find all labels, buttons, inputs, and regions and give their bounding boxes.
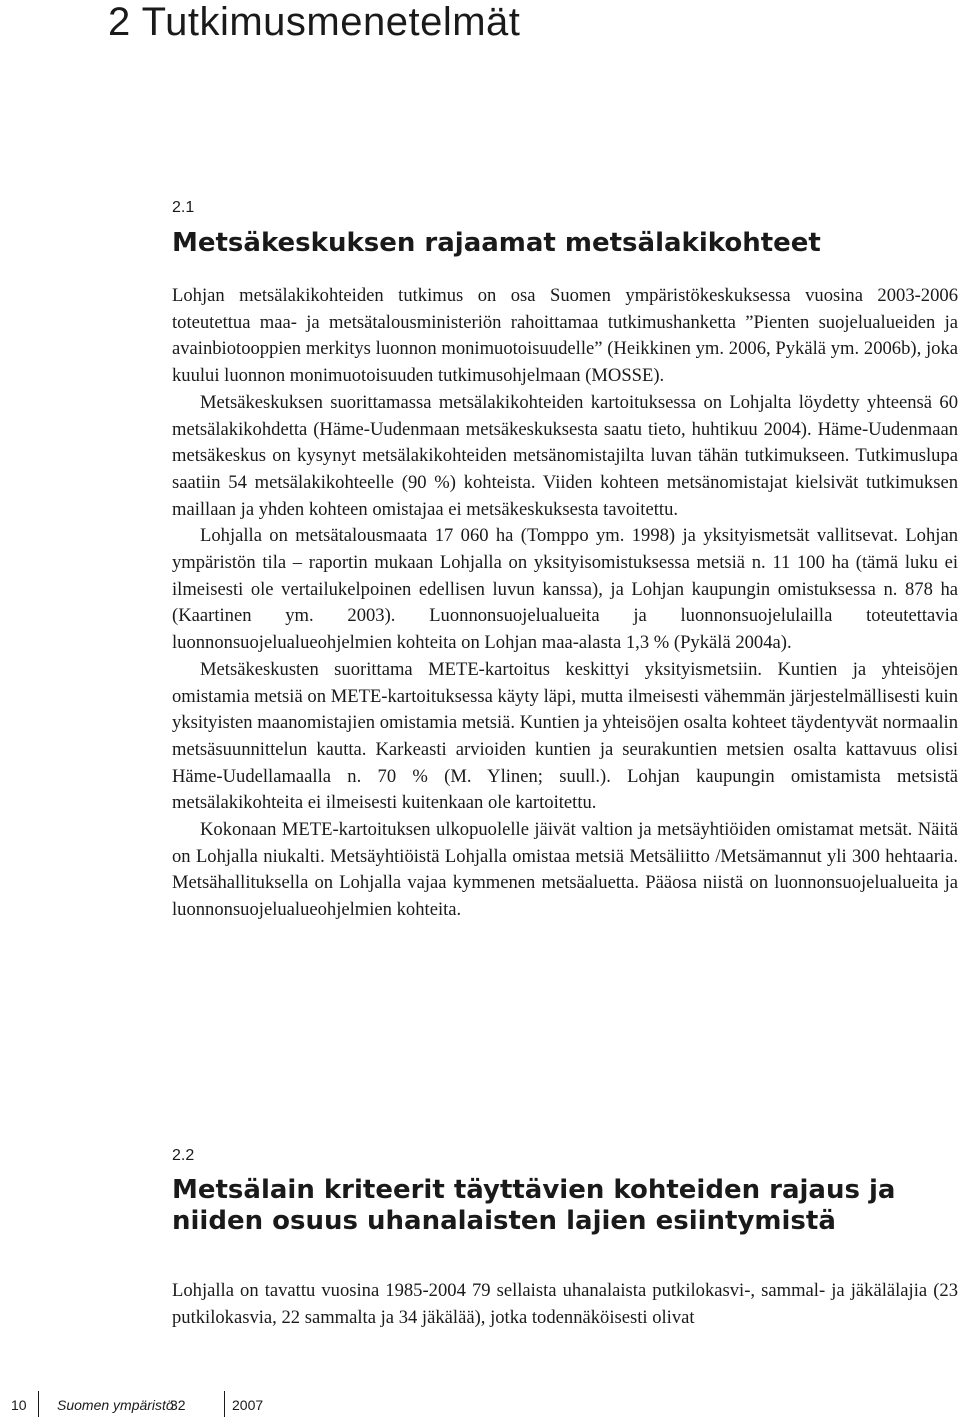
paragraph-4: Metsäkeskusten suorittama METE-kartoitus keskittyi yksityismetsiin. Kuntien ja yhteisöjen omistamia metsiä on METE-kartoituksessa käyty läpi, mutta ilmeisesti vähemmän järjestelmällisesti kuin yksityisten maanomistajien omistamia metsiä. Kuntien ja yhteisöjen osalta kohteet täydentyvät normaalin metsäsuunnittelun kautta. Karkeasti arvioiden kuntien ja seurakuntien metsien osalta kattavuus olisi Häme-Uudellamaalla n. 70 % (M. Ylinen; suull.). Lohjan kaupungin omistamista metsistä metsälakikohteita ei ilmeisesti kuitenkaan ole kartoitettu.	[172, 658, 958, 814]
footer-divider	[38, 1391, 39, 1417]
chapter-title: 2 Tutkimusmenetelmät	[108, 0, 521, 44]
publication-name: Suomen ympäristö	[57, 1397, 174, 1413]
paragraph-6: Lohjalla on tavattu vuosina 1985-2004 79 sellaista uhanalaista putkilokasvi-, sammal- ja jäkälälajia (23 putkilokasvia, 22 sammalta ja 34 jäkälää), jotka todennäköisesti olivat	[172, 1280, 958, 1328]
paragraph-3: Lohjalla on metsätalousmaata 17 060 ha (Tomppo ym. 1998) ja yksityismetsät vallitsevat. Lohjan ympäristön tila – raportin mukaan Lohjalla on yksityisomistuksessa metsiä n. 11 100 ha (tämä luku ei ilmeisesti ole vertailukelpoinen edellisen luvun kanssa), ja Lohjan kaupungin omistuksessa n. 878 ha (Kaartinen ym. 2003). Luonnonsuojelualueita ja luonnonsuojelulailla toteutettavia luonnonsuojelualueohjelmien kohteita on Lohjan maa-alasta 1,3 % (Pykälä 2004a).	[172, 525, 958, 654]
page-number: 10	[11, 1397, 27, 1413]
paragraph-5: Kokonaan METE-kartoituksen ulkopuolelle jäivät valtion ja metsäyhtiöiden omistamat metsät. Näitä on Lohjalla niukalti. Metsäyhtiöistä Lohjalla omistaa metsiä Metsäliitto /Metsämannut yli 300 hehtaaria. Metsähallituksella on Lohjalla vajaa kymmenen metsäaluetta. Pääosa niistä on luonnonsuojelualueita ja luonnonsuojelualueohjelmien kohteita.	[172, 819, 958, 921]
issue-number: 32	[170, 1397, 186, 1413]
footer-divider-2	[224, 1391, 225, 1417]
section-2-1-body	[172, 283, 958, 924]
section-heading-2-1: Metsäkeskuksen rajaamat metsälakikohteet	[172, 228, 821, 258]
section-heading-2-2: Metsälain kriteerit täyttävien kohteiden rajaus ja niiden osuus uhanalaisten lajien esiintymistä	[172, 1175, 896, 1236]
section-2-2-body	[172, 1278, 958, 1331]
paragraph-1: Lohjan metsälakikohteiden tutkimus on osa Suomen ympäristökeskuksessa vuosina 2003-2006 toteutettua maa- ja metsätalousministeriön rahoittamaa tutkimushanketta ”Pienten suojelualueiden ja avainbiotooppien merkitys luonnon monimuotoisuudelle” (Heikkinen ym. 2006, Pykälä ym. 2006b), joka kuului luonnon monimuotoisuuden tutkimusohjelmaan (MOSSE).	[172, 285, 958, 387]
section-number-2-1: 2.1	[172, 199, 195, 216]
page-footer	[0, 1397, 960, 1419]
publication-year: 2007	[232, 1397, 264, 1413]
paragraph-2: Metsäkeskuksen suorittamassa metsälakikohteiden kartoituksessa on Lohjalta löydetty yhteensä 60 metsälakikohdetta (Häme-Uudenmaan metsäkeskuksesta saatu tieto, huhtikuu 2004). Häme-Uudenmaan metsäkeskus on kysynyt metsälakikohteiden metsänomistajilta luvan tähän tutkimukseen. Tutkimuslupa saatiin 54 metsälakikohteelle (90 %) kohteista. Viiden kohteen metsänomistajat kielsivät tutkimuksen maillaan ja yhden kohteen omistajaa ei metsäkeskuksesta tavoitettu.	[172, 391, 958, 520]
section-number-2-2: 2.2	[172, 1147, 195, 1164]
